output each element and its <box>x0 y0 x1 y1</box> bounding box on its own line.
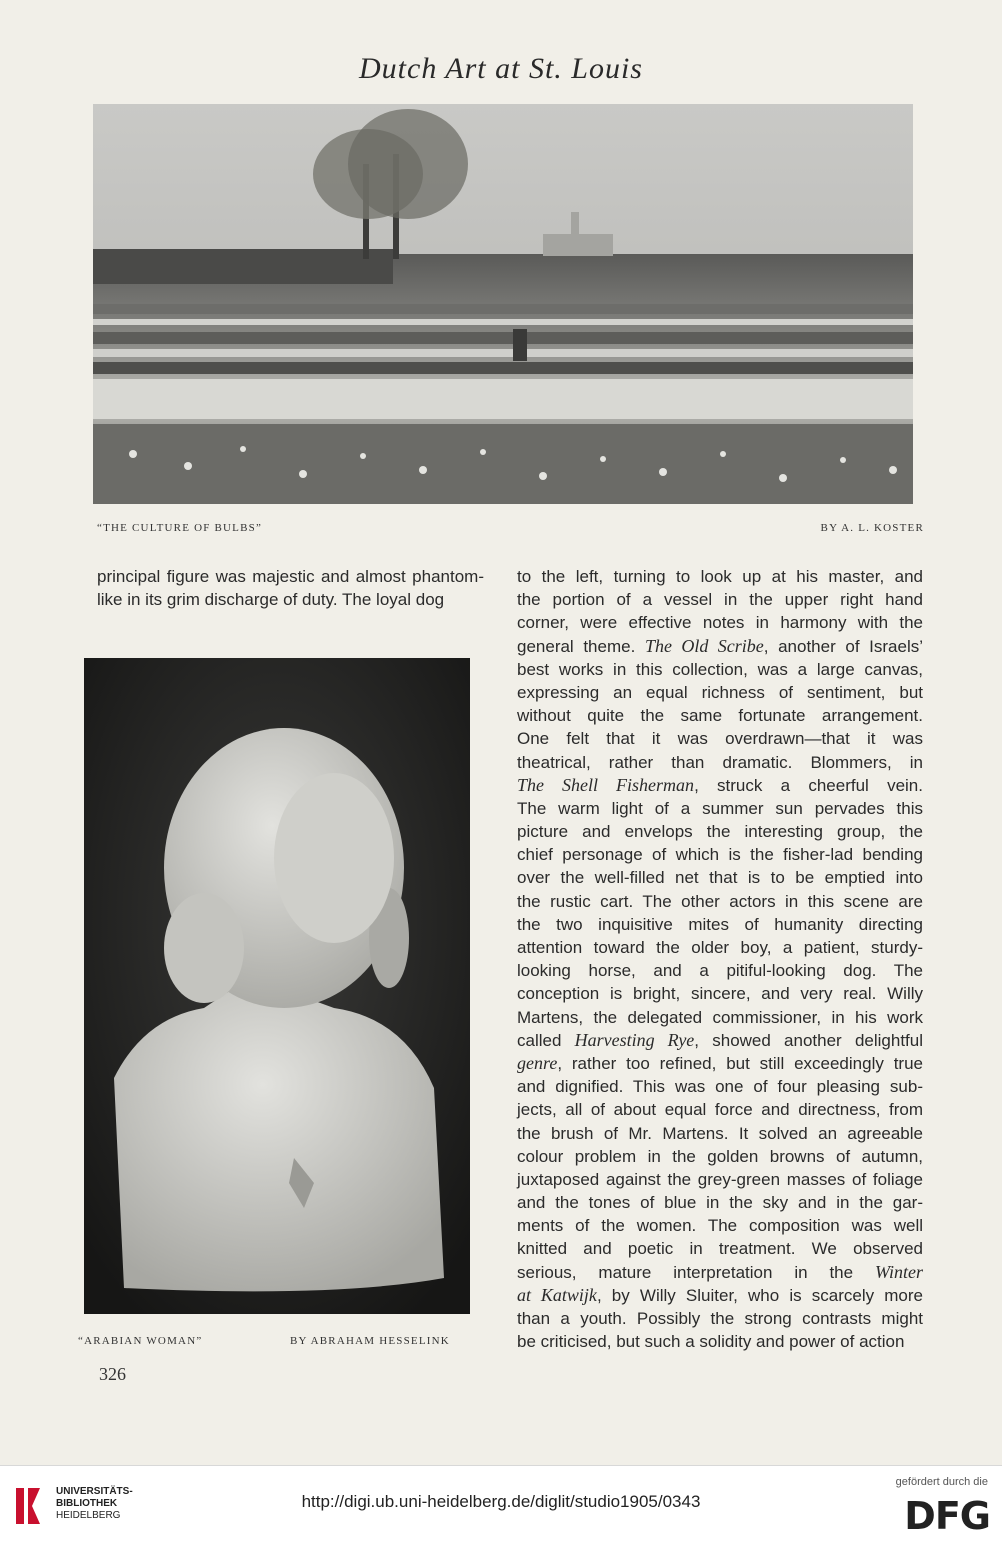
text-line: conception is bright, sincere, and very real. Willy <box>517 984 923 1004</box>
plate-caption-title: “THE CULTURE OF BULBS” <box>97 522 263 534</box>
text-line: the rustic cart. The other actors in this scene are <box>517 891 923 911</box>
text-line: and dignified. This was one of four pleasing sub- <box>517 1077 923 1097</box>
text-line: like in its grim discharge of duty. The loyal dog <box>97 590 445 610</box>
text-line: chief personage of which is the fisher-lad bending <box>517 845 923 865</box>
text-line: expressing an equal richness of sentiment, but <box>517 682 923 702</box>
artwork-title: The Old Scribe <box>644 635 764 656</box>
text-line: and the tones of blue in the sky and in the gar- <box>517 1193 923 1213</box>
text-line: without quite the same fortunate arrangement. <box>517 706 923 726</box>
text-line: genre, rather too refined, but still exceedingly true <box>517 1052 923 1073</box>
text-line: the brush of Mr. Martens. It solved an agreeable <box>517 1123 923 1143</box>
page-title: Dutch Art at St. Louis <box>359 52 643 85</box>
text-line: The warm light of a summer sun pervades this <box>517 798 923 818</box>
plate-caption-artist: BY ABRAHAM HESSELINK <box>290 1335 450 1347</box>
text-line: jects, all of about equal force and directness, from <box>517 1100 923 1120</box>
text-line: looking horse, and a pitiful-looking dog. The <box>517 961 923 981</box>
source-url-link[interactable]: http://digi.ub.uni-heidelberg.de/diglit/studio1905/0343 <box>301 1492 701 1511</box>
text-line: theatrical, rather than dramatic. Blommers, in <box>517 752 923 772</box>
page-number: 326 <box>99 1364 126 1384</box>
text-line: at Katwijk, by Willy Sluiter, who is scarcely more <box>517 1284 923 1305</box>
text-line: than a youth. Possibly the strong contrasts might <box>517 1309 923 1328</box>
text-line: general theme. The Old Scribe, another of Israels’ <box>517 635 924 656</box>
left-column <box>97 565 484 611</box>
library-name: UNIVERSITÄTS- BIBLIOTHEK HEIDELBERG <box>56 1486 133 1521</box>
text-line: ments of the women. The composition was well <box>517 1216 923 1236</box>
funding-note: gefördert durch die <box>895 1476 988 1488</box>
artwork-title: Winter <box>875 1261 923 1282</box>
artwork-title: at Katwijk <box>517 1284 597 1305</box>
text-line: attention toward the older boy, a patient, sturdy- <box>517 938 923 957</box>
text-line: One felt that it was overdrawn—that it was <box>517 729 923 749</box>
text-line: be criticised, but such a solidity and power of action <box>517 1332 905 1352</box>
bust-sculpture-photo <box>84 658 470 1314</box>
text-line: knitted and poetic in treatment. We observed <box>517 1239 923 1259</box>
text-line: Martens, the delegated commissioner, in his work <box>517 1007 923 1027</box>
emphasis: genre <box>517 1052 558 1073</box>
artwork-title: Harvesting Rye <box>574 1029 695 1050</box>
plate-caption-artist: BY A. L. KOSTER <box>820 522 924 534</box>
dfg-logo: DFG <box>904 1494 990 1538</box>
text-line: best works in this collection, was a large canvas, <box>517 659 923 679</box>
text-line: corner, were effective notes in harmony with the <box>517 613 923 633</box>
landscape-painting <box>93 104 913 504</box>
text-line: to the left, turning to look up at his master, and <box>517 567 923 586</box>
text-line: juxtaposed against the grey-green masses of foliage <box>517 1169 923 1189</box>
text-line: the portion of a vessel in the upper right hand <box>517 590 923 610</box>
text-line: over the well-filled net that is to be emptied into <box>517 868 923 888</box>
text-line: called Harvesting Rye, showed another delightful <box>517 1029 923 1050</box>
footer-bar <box>0 1465 1002 1542</box>
plate-caption-title: “ARABIAN WOMAN” <box>78 1335 203 1347</box>
right-column <box>517 565 923 1353</box>
artwork-title: The Shell Fisherman <box>517 774 695 795</box>
text-line: principal figure was majestic and almost phantom- <box>97 567 484 586</box>
text-line: the two inquisitive mites of humanity directing <box>517 914 923 934</box>
text-line: colour problem in the golden browns of autumn, <box>517 1146 923 1166</box>
text-line: picture and envelops the interesting group, the <box>517 822 923 842</box>
text-line: serious, mature interpretation in the Winter <box>517 1261 923 1282</box>
text-line: The Shell Fisherman, struck a cheerful vein. <box>517 774 923 795</box>
